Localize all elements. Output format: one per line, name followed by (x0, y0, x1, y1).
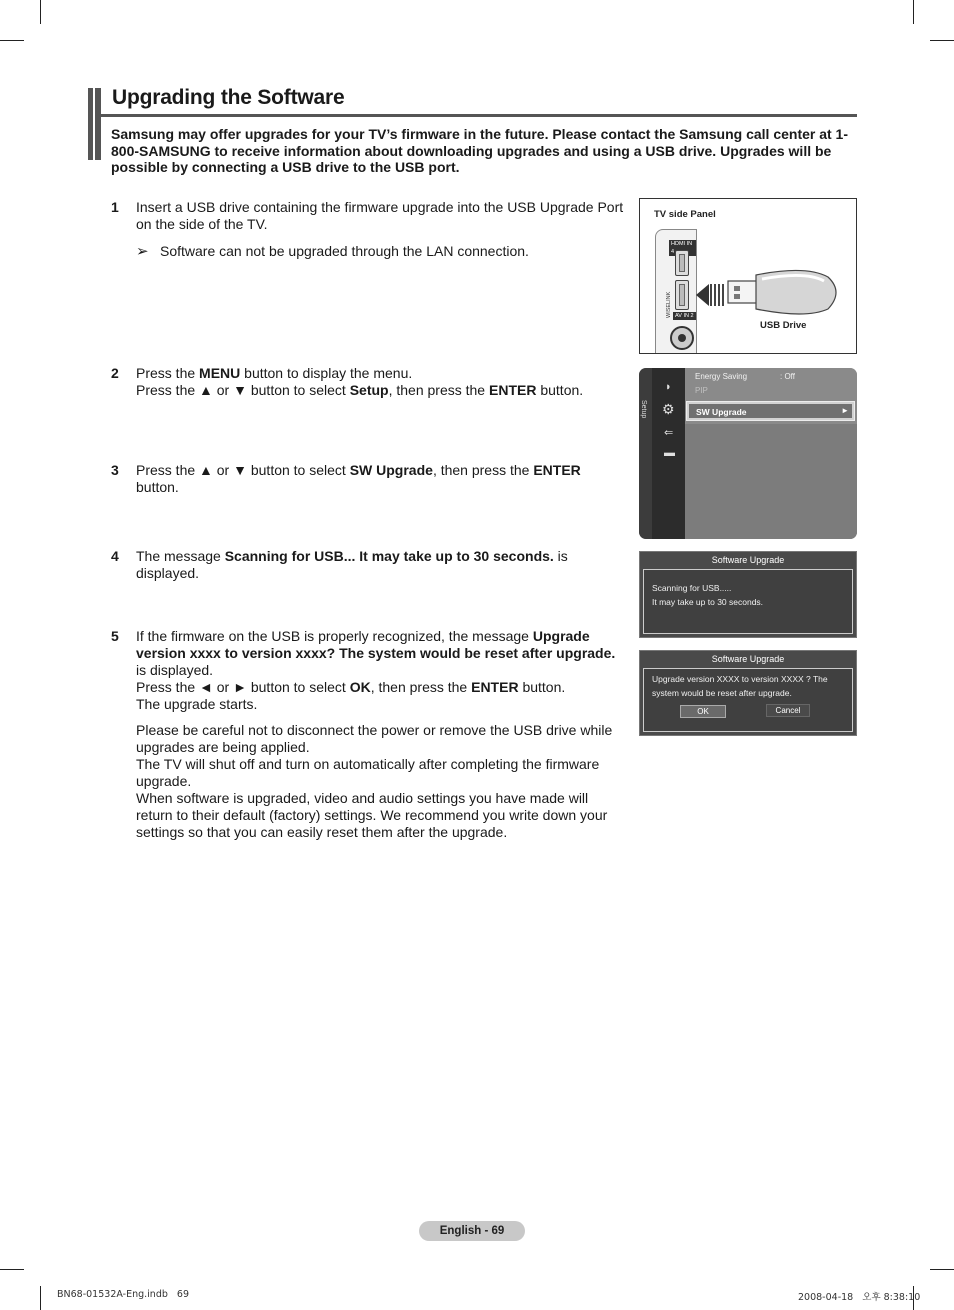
menu-keyword: MENU (199, 365, 241, 381)
hdmi-port-icon (675, 250, 689, 276)
step-number: 4 (111, 548, 119, 564)
step-line (136, 548, 626, 582)
menu-row-energy-saving[interactable] (695, 372, 845, 381)
text-run: button. (136, 479, 179, 495)
dialog-panel (643, 569, 853, 634)
ok-keyword: OK (349, 679, 371, 695)
crop-mark (930, 40, 954, 41)
enter-keyword: ENTER (471, 679, 519, 695)
scanning-dialog (639, 551, 857, 638)
step-3 (111, 462, 626, 496)
upgrade-confirm-dialog (639, 650, 857, 736)
accent-bar (95, 88, 101, 160)
step-line (136, 462, 626, 496)
app-icon: ▬ (664, 447, 675, 459)
note-text: Software can not be upgraded through the LAN connection. (160, 243, 529, 259)
setup-keyword: Setup (349, 382, 389, 398)
input-icon: ⇐ (664, 427, 674, 439)
text-run: button. (518, 679, 566, 695)
page-title: Upgrading the Software (112, 86, 345, 109)
text-run: , then press the (370, 679, 472, 695)
enter-keyword: ENTER (489, 382, 537, 398)
step-line (136, 382, 626, 399)
crop-mark (0, 1269, 24, 1270)
text-run: Press the ▲ or ▼ button to select (136, 382, 350, 398)
text-run: button. (536, 382, 584, 398)
sw-upgrade-keyword: SW Upgrade (349, 462, 433, 478)
warning-paragraph: Please be careful not to disconnect the power or remove the USB drive while upgrades are being applied. (136, 722, 613, 755)
usb-port-icon (675, 280, 689, 310)
upgrade-message: Upgrade version xxxx to version xxxx? The system would be reset after upgrade. (136, 628, 616, 661)
arrow-stripes (710, 284, 726, 306)
tv-side-panel-figure (639, 198, 857, 354)
footer-file-info: BN68-01532A-Eng.indb 69 (57, 1289, 190, 1300)
menu-item-sw-upgrade[interactable] (686, 401, 855, 421)
av-jack-icon (670, 326, 694, 350)
cancel-button[interactable]: Cancel (766, 704, 810, 717)
step-line (136, 679, 621, 696)
text-run: Press the ▲ or ▼ button to select (136, 462, 350, 478)
info-paragraph: When software is upgraded, video and audio settings you have made will return to their default (factory) settings. We recommend you write down your settings so that you can easily reset them after the upgrade. (136, 790, 608, 840)
menu-row-label: PIP (695, 386, 708, 395)
menu-item-label: SW Upgrade (696, 407, 747, 417)
step-line: The upgrade starts. (136, 696, 258, 712)
step-number: 5 (111, 628, 119, 644)
chevron-right-icon: ► (841, 406, 849, 415)
step-text: Insert a USB drive containing the firmware upgrade into the USB Upgrade Port on the side of the TV. (136, 199, 624, 232)
text-run: is displayed. (136, 548, 568, 581)
step-line (136, 628, 621, 679)
crop-mark (40, 0, 41, 24)
text-run: Press the (136, 365, 200, 381)
enter-keyword: ENTER (533, 462, 581, 478)
ok-button[interactable]: OK (680, 705, 726, 718)
dialog-message: It may take up to 30 seconds. (652, 597, 764, 607)
step-number: 2 (111, 365, 119, 381)
dialog-message: Upgrade version XXXX to version XXXX ? The (652, 674, 828, 684)
page-number-badge: English - 69 (419, 1221, 525, 1241)
step-5 (111, 628, 621, 841)
note-arrow-icon: ➢ (136, 243, 149, 260)
info-paragraph: The TV will shut off and turn on automatically after completing the firmware upgrade. (136, 756, 600, 789)
insert-arrow-icon (696, 284, 709, 306)
crop-mark (913, 0, 914, 24)
step-2 (111, 365, 626, 399)
intro-paragraph: Samsung may offer upgrades for your TV’s firmware in the future. Please contact the Samsung call center at 1-800-SAMSUNG to receive information about downloading upgrades and using a USB drive. Upgrades will be possible by connecting a USB drive to the USB port. (111, 126, 849, 176)
av-in-tag: AV IN 2 (675, 313, 694, 319)
scan-message: Scanning for USB... It may take up to 30 seconds. (224, 548, 554, 564)
title-rule (100, 114, 857, 117)
jack-strip (655, 229, 697, 354)
setup-menu-screen (639, 368, 857, 539)
menu-row-label: Energy Saving (695, 372, 748, 381)
text-run: is displayed. (136, 662, 214, 678)
menu-content-lower (685, 424, 857, 539)
menu-row-value: : Off (780, 372, 795, 381)
dialog-title: Software Upgrade (711, 654, 785, 664)
step-4 (111, 548, 626, 582)
step-1 (111, 199, 626, 260)
panel-label: TV side Panel (654, 209, 716, 220)
step-number: 1 (111, 199, 119, 215)
step-number: 3 (111, 462, 119, 478)
crop-mark (40, 1286, 41, 1310)
menu-row-pip[interactable] (695, 386, 708, 395)
crop-mark (0, 40, 24, 41)
menu-side-title: Setup (640, 400, 647, 419)
text-run: button to display the menu. (240, 365, 413, 381)
text-run: If the firmware on the USB is properly recognized, the message (136, 628, 533, 644)
step-line (136, 365, 626, 382)
footer-timestamp: 2008-04-18 오후 8:38:10 (798, 1292, 921, 1303)
text-run: The message (136, 548, 225, 564)
dialog-panel (643, 668, 853, 732)
hdmi-tag: HDMI IN 4 (669, 240, 696, 256)
gear-icon: ⚙ (662, 401, 675, 417)
text-run: , then press the (388, 382, 489, 398)
dialog-message: system would be reset after upgrade. (652, 688, 792, 698)
accent-bar (88, 88, 93, 160)
text-run: , then press the (432, 462, 534, 478)
text-run: Press the ◄ or ► button to select (136, 679, 350, 695)
wiselink-tag: WISELINK (666, 291, 672, 318)
menu-side-strip (639, 368, 652, 539)
menu-icon-column (652, 368, 685, 539)
usb-drive-label: USB Drive (760, 320, 807, 331)
picture-icon: ◗ (665, 381, 672, 393)
dialog-title: Software Upgrade (711, 555, 785, 565)
usb-drive-icon (726, 265, 846, 325)
dialog-message: Scanning for USB..... (652, 583, 732, 593)
step-note (136, 243, 626, 260)
crop-mark (930, 1269, 954, 1270)
